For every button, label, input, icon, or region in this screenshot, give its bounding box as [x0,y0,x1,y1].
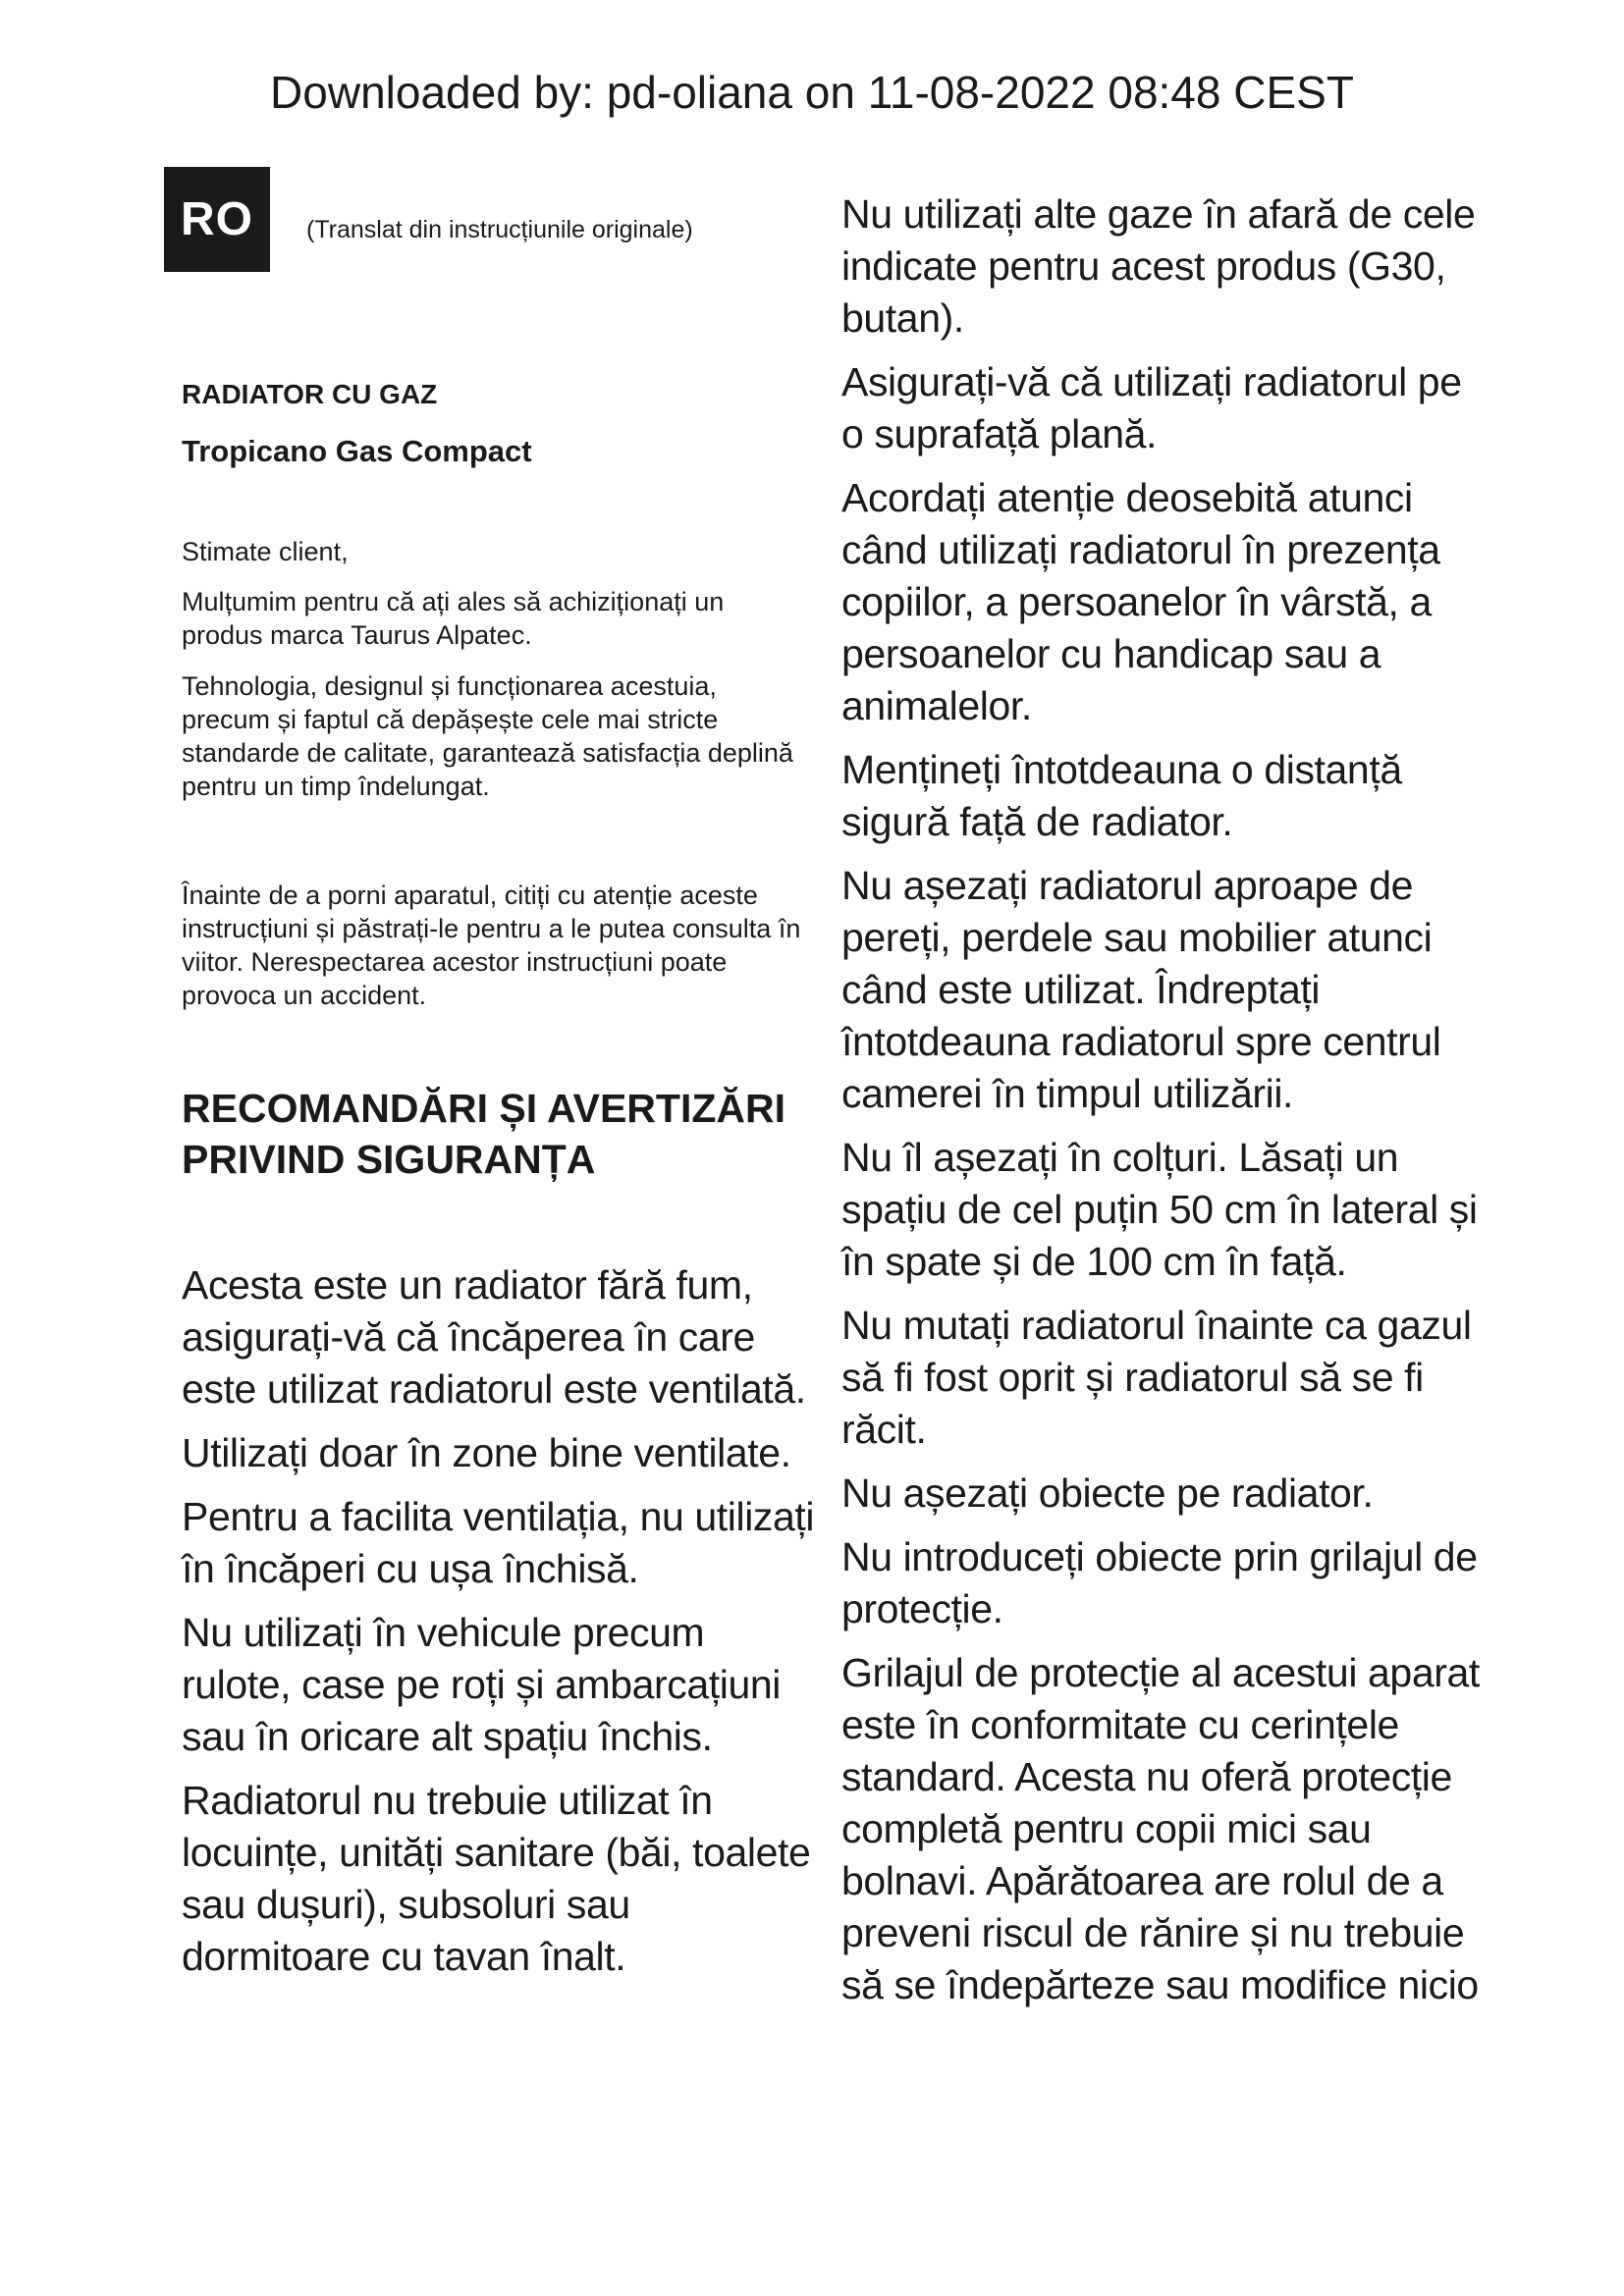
language-badge: RO [164,167,270,272]
product-type: RADIATOR CU GAZ [182,379,438,409]
translation-note: (Translat din instrucțiunile originale) [306,216,693,243]
safety-paragraph: Asigurați-vă că utilizați radiatorul pe o suprafață plană. [841,359,1462,456]
greeting: Stimate client, [182,537,349,566]
safety-paragraph: Mențineți întotdeauna o distanță sigură față de radiator. [841,747,1402,844]
safety-paragraph: Nu așezați obiecte pe radiator. [841,1470,1374,1516]
read-instructions-paragraph: Înainte de a porni aparatul, citiți cu atenție aceste instrucțiuni și păstrați-le pentru a le putea consulta în viitor. Nerespectarea acestor instrucțiuni poate provoca un accident. [182,881,801,1010]
safety-paragraph: Acordați atenție deosebită atunci când utilizați radiatorul în prezența copiilor, a persoanelor în vârstă, a persoanelor cu handicap sau a animalelor. [841,475,1440,728]
safety-paragraph: Nu introduceți obiecte prin grilajul de protecție. [841,1534,1478,1631]
safety-paragraph: Pentru a facilita ventilația, nu utilizați în încăperi cu ușa închisă. [182,1494,815,1591]
safety-paragraph: Grilajul de protecție al acestui aparat este în conformitate cu cerințele standard. Acesta nu oferă protecție completă pentru copii mici sau bolnavi. Apărătoarea are rolul de a preveni riscul de rănire și nu trebuie să se îndepărteze sau modifice nicio [841,1650,1480,2007]
safety-paragraph: Nu utilizați în vehicule precum rulote, case pe roți și ambarcațiuni sau în oricare alt spațiu închis. [182,1610,782,1759]
download-header: Downloaded by: pd-oliana on 11-08-2022 08:48 CEST [270,67,1354,118]
safety-paragraph: Nu îl așezați în colțuri. Lăsați un spațiu de cel puțin 50 cm în lateral și în spate și de 100 cm în față. [841,1135,1478,1284]
safety-paragraph: Nu mutați radiatorul înainte ca gazul să fi fost oprit și radiatorul să se fi răcit. [841,1303,1472,1452]
product-name: Tropicano Gas Compact [182,434,532,468]
section-title: RECOMANDĂRI ȘI AVERTIZĂRI PRIVIND SIGURANȚA [182,1086,785,1182]
technology-paragraph: Tehnologia, designul și funcționarea acestuia, precum și faptul că depășește cele mai stricte standarde de calitate, garantează satisfacția deplină pentru un timp îndelungat. [182,671,793,801]
safety-paragraph: Nu utilizați alte gaze în afară de cele indicate pentru acest produs (G30, butan). [841,191,1476,341]
right-column [841,188,1489,2023]
safety-paragraph: Utilizați doar în zone bine ventilate. [182,1430,791,1475]
thanks-paragraph: Mulțumim pentru că ați ales să achiziționați un produs marca Taurus Alpatec. [182,587,725,650]
safety-paragraph: Acesta este un radiator fără fum, asigurați-vă că încăperea în care este utilizat radiatorul este ventilată. [182,1262,806,1412]
safety-paragraph: Nu așezați radiatorul aproape de pereți, perdele sau mobilier atunci când este utilizat. Îndreptați întotdeauna radiatorul spre centrul camerei în timpul utilizării. [841,863,1441,1116]
safety-paragraph: Radiatorul nu trebuie utilizat în locuințe, unități sanitare (băi, toalete sau dușuri), subsoluri sau dormitoare cu tavan înalt. [182,1778,811,1979]
left-column [182,1259,820,1995]
